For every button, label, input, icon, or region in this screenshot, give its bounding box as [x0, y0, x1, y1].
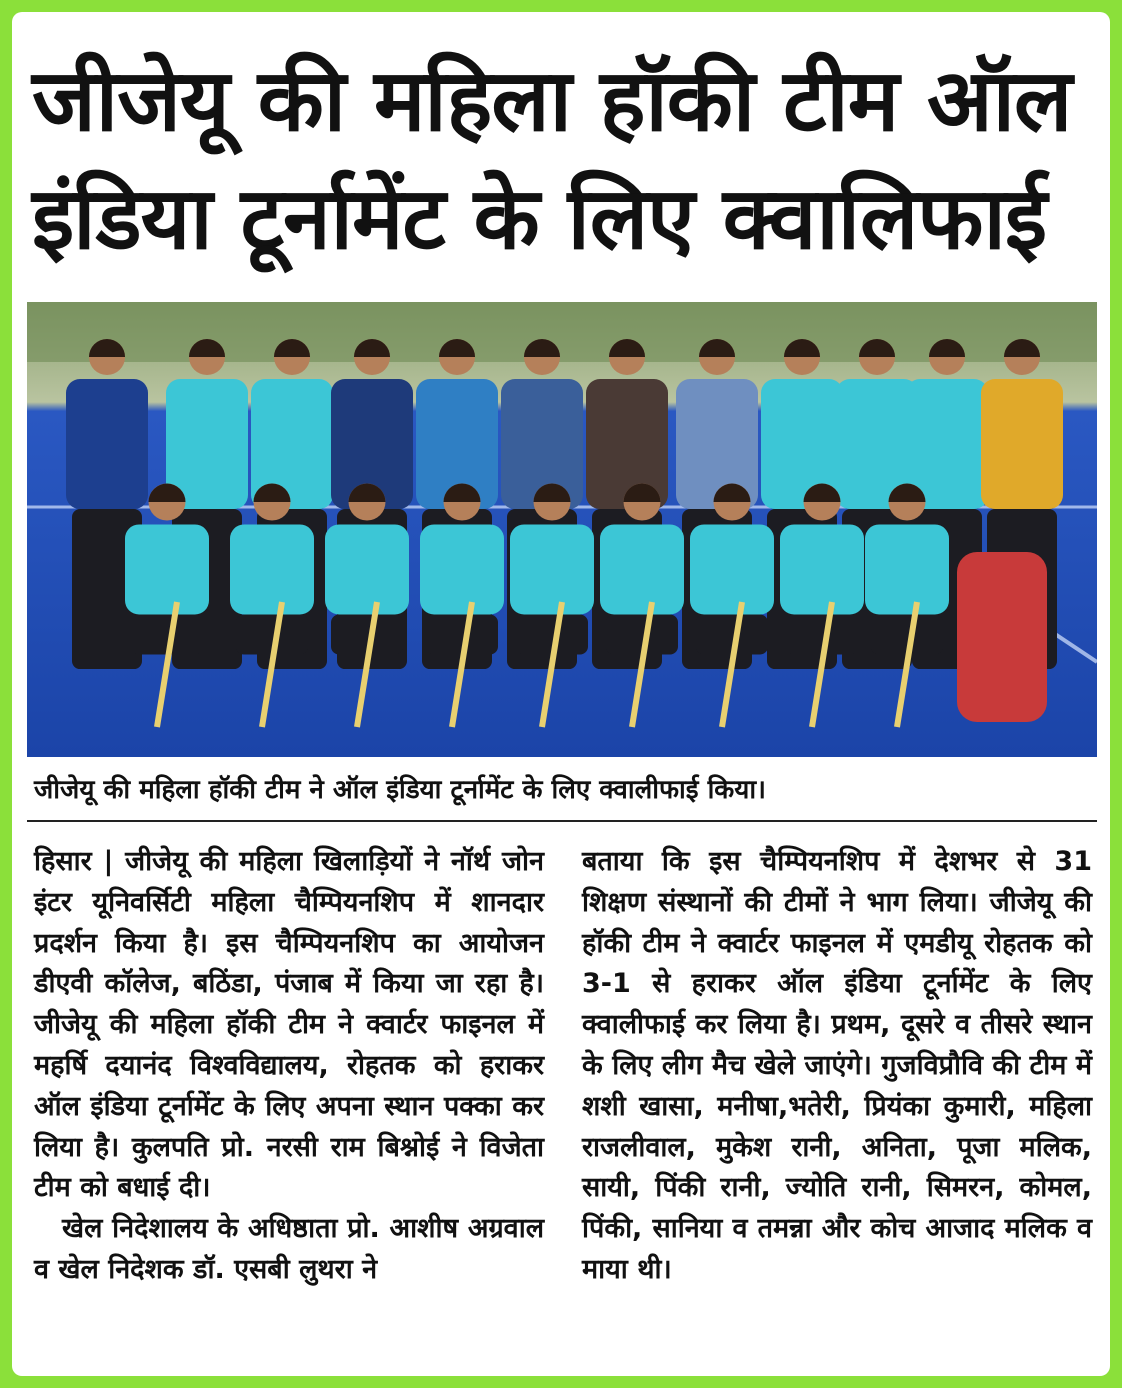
team-photo-illustration — [27, 302, 1097, 757]
caption-divider — [27, 820, 1097, 822]
paragraph-1-text: जीजेयू की महिला खिलाड़ियों ने नॉर्थ जोन इंटर यूनिवर्सिटी महिला चैम्पियनशिप में शानदार प्रदर्शन किया है। इस चैम्पियनशिप का आयोजन डीएवी कॉलेज, बठिंडा, पंजाब में किया जा रहा है। जीजेयू की महिला हॉकी टीम ने क्वार्टर फाइनल में महर्षि दयानंद विश्वविद्यालय, रोहतक को हराकर ऑल इंडिया टूर्नामेंट के लिए अपना स्थान पक्का कर लिया है। कुलपति प्रो. नरसी राम बिश्नोई ने विजेता टीम को बधाई दी। — [34, 846, 544, 1204]
article-column-right — [582, 842, 1092, 1291]
dateline: हिसार — [34, 846, 92, 877]
team-photo — [27, 302, 1097, 757]
headline-line-1: जीजेयू की महिला हॉकी टीम ऑल — [32, 51, 1072, 151]
headline — [32, 42, 1092, 278]
paragraph-2-continued: बताया कि इस चैम्पियनशिप में देशभर से 31 शिक्षण संस्थानों की टीमों ने भाग लिया। जीजेयू की हॉकी टीम ने क्वार्टर फाइनल में एमडीयू रोहतक को 3-1 से हराकर ऑल इंडिया टूर्नामेंट के लिए क्वालीफाई कर लिया है। प्रथम, दूसरे व तीसरे स्थान के लिए लीग मैच खेले जाएंगे। गुजविप्रौवि की टीम में शशी खासा, मनीषा,भतेरी, प्रियंका कुमारी, महिला राजलीवाल, मुकेश रानी, अनिता, पूजा मलिक, सायी, पिंकी रानी, ज्योति रानी, सिमरन, कोमल, पिंकी, सानिया व तमन्ना और कोच आजाद मलिक व माया थी। — [582, 846, 1092, 1285]
headline-line-2: इंडिया टूर्नामेंट के लिए क्वालिफाई — [32, 169, 1047, 269]
photo-caption: जीजेयू की महिला हॉकी टीम ने ऑल इंडिया टूर्नामेंट के लिए क्वालीफाई किया। — [34, 775, 766, 805]
paragraph-1: हिसार | जीजेयू की महिला खिलाड़ियों ने नॉर्थ जोन इंटर यूनिवर्सिटी महिला चैम्पियनशिप में शानदार प्रदर्शन किया है। इस चैम्पियनशिप का आयोजन डीएवी कॉलेज, बठिंडा, पंजाब में किया जा रहा है। जीजेयू की महिला हॉकी टीम ने क्वार्टर फाइनल में महर्षि दयानंद विश्वविद्यालय, रोहतक को हराकर ऑल इंडिया टूर्नामेंट के लिए अपना स्थान पक्का कर लिया है। कुलपति प्रो. नरसी राम बिश्नोई ने विजेता टीम को बधाई दी। — [34, 846, 544, 1204]
paragraph-2: खेल निदेशालय के अधिष्ठाता प्रो. आशीष अग्रवाल व खेल निदेशक डॉ. एसबी लुथरा ने — [34, 1213, 544, 1285]
goalkeeper-pads — [957, 552, 1047, 722]
article-column-left — [34, 842, 544, 1291]
newspaper-clipping — [12, 12, 1110, 1376]
